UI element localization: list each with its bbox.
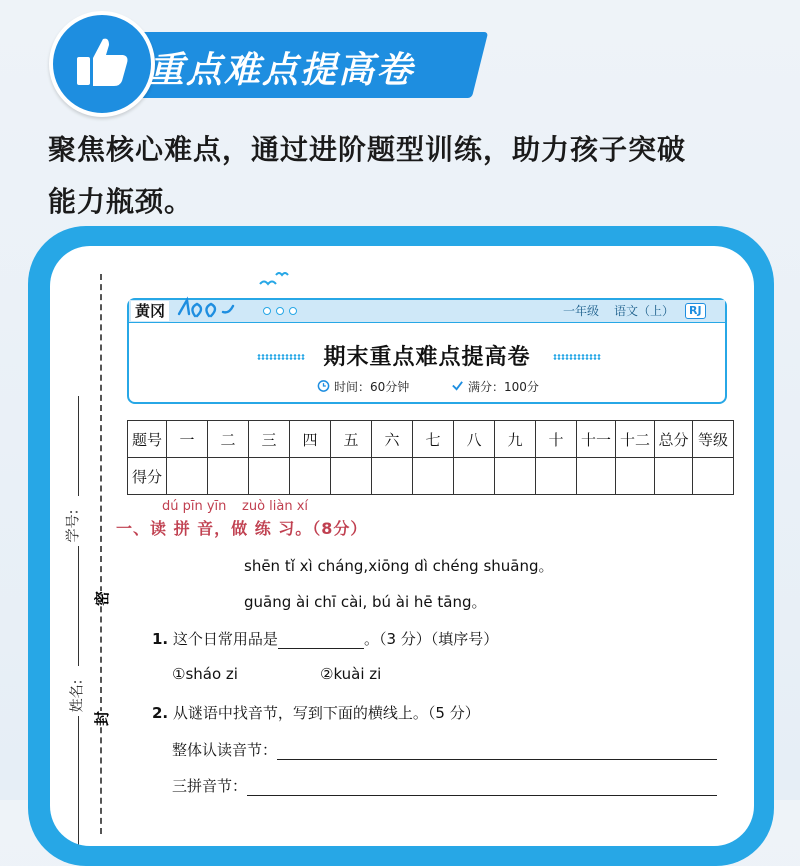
score-input-cell[interactable] — [372, 458, 413, 495]
score-header-cell: 三 — [249, 421, 290, 458]
brand-logo: 黄冈 — [131, 301, 169, 321]
name-line — [78, 716, 79, 846]
full-score-label: 满分：100分 — [468, 380, 539, 394]
question-1-blank[interactable] — [278, 632, 364, 649]
score-header-cell: 二 — [208, 421, 249, 458]
question-1-tail: 。（3 分）（填序号） — [363, 630, 499, 648]
banner-title: 重点难点提高卷 — [148, 50, 415, 91]
question-1-option-a: ①sháo zi — [172, 665, 238, 683]
score-input-cell[interactable] — [413, 458, 454, 495]
score-header-cell: 十二 — [616, 421, 655, 458]
score-header-cell: 题号 — [128, 421, 167, 458]
answer-a-label: 整体认读音节： — [172, 741, 278, 759]
section-title: 一、读 拼 音，做 练 习。（8分） — [116, 519, 368, 538]
exam-title-card — [127, 298, 727, 404]
divider-line — [78, 546, 79, 666]
question-1-text: 这个日常用品是 — [172, 630, 278, 648]
question-2 — [152, 702, 480, 723]
section-pinyin-2: zuò liàn xí — [242, 499, 309, 514]
brand-script-logo — [175, 294, 245, 326]
exam-paper — [50, 246, 754, 846]
passage-line-1: shēn tǐ xì cháng,xiōng dì chéng shuāng。 — [244, 557, 554, 575]
check-icon — [451, 379, 464, 395]
title-dots-right — [553, 354, 601, 360]
score-header-cell: 六 — [372, 421, 413, 458]
seal-feng: 封 — [87, 711, 116, 726]
exam-title: 期末重点难点提高卷 — [323, 345, 531, 370]
passage-line-2: guāng ài chī cài, bú ài hē tāng。 — [244, 593, 487, 611]
score-header-cell: 四 — [290, 421, 331, 458]
intro-line-1: 聚焦核心难点，通过进阶题型训练，助力孩子突破 — [48, 133, 687, 166]
question-1-number: 1. — [152, 630, 169, 648]
answer-b-blank[interactable] — [247, 779, 717, 796]
grade-label: 一年级 — [563, 304, 600, 318]
score-input-cell[interactable] — [331, 458, 372, 495]
answer-line-b — [172, 775, 717, 796]
question-1-option-b: ②kuài zi — [320, 665, 382, 683]
birds-icon — [258, 270, 292, 294]
seal-mi: 密 — [87, 591, 116, 606]
badge — [49, 11, 155, 117]
question-2-text: 从谜语中找音节，写到下面的横线上。（5 分） — [172, 704, 480, 722]
edition-badge: RJ — [685, 303, 706, 319]
score-input-cell[interactable] — [290, 458, 331, 495]
score-header-cell: 十 — [536, 421, 577, 458]
section-pinyin-1: dú pīn yīn — [162, 499, 227, 514]
score-header-cell: 八 — [454, 421, 495, 458]
time-label: 时间：60分钟 — [334, 380, 410, 394]
score-header-cell: 九 — [495, 421, 536, 458]
score-header-cell: 总分 — [655, 421, 693, 458]
score-row-label: 得分 — [128, 458, 167, 495]
score-input-cell[interactable] — [577, 458, 616, 495]
question-1 — [152, 628, 498, 649]
score-header-cell: 五 — [331, 421, 372, 458]
question-2-number: 2. — [152, 704, 169, 722]
clock-icon — [317, 379, 330, 395]
answer-line-a — [172, 739, 717, 760]
score-table-header-row — [128, 421, 734, 458]
score-header-cell: 等级 — [693, 421, 734, 458]
score-header-cell: 七 — [413, 421, 454, 458]
score-input-cell[interactable] — [208, 458, 249, 495]
score-header-cell: 十一 — [577, 421, 616, 458]
score-input-cell[interactable] — [454, 458, 495, 495]
time-info — [317, 378, 409, 395]
score-input-cell[interactable] — [693, 458, 734, 495]
score-input-cell[interactable] — [249, 458, 290, 495]
score-input-cell[interactable] — [655, 458, 693, 495]
student-no-line — [78, 396, 79, 496]
score-info — [451, 378, 539, 395]
answer-a-blank[interactable] — [277, 743, 717, 760]
score-input-cell[interactable] — [536, 458, 577, 495]
subject-label: 语文（上） — [614, 304, 675, 318]
binding-dotted-line — [100, 274, 102, 834]
intro-line-2: 能力瓶颈。 — [48, 185, 194, 218]
strip-dots — [263, 307, 297, 315]
title-strip — [129, 300, 725, 323]
score-input-cell[interactable] — [495, 458, 536, 495]
student-no-label: 学号: — [65, 509, 82, 543]
score-input-cell[interactable] — [616, 458, 655, 495]
intro-text — [48, 124, 748, 228]
thumbs-up-icon — [71, 31, 133, 97]
answer-b-label: 三拼音节： — [172, 777, 248, 795]
score-table-score-row — [128, 458, 734, 495]
name-label: 姓名: — [69, 679, 86, 713]
score-input-cell[interactable] — [167, 458, 208, 495]
score-header-cell: 一 — [167, 421, 208, 458]
score-table — [127, 420, 734, 495]
